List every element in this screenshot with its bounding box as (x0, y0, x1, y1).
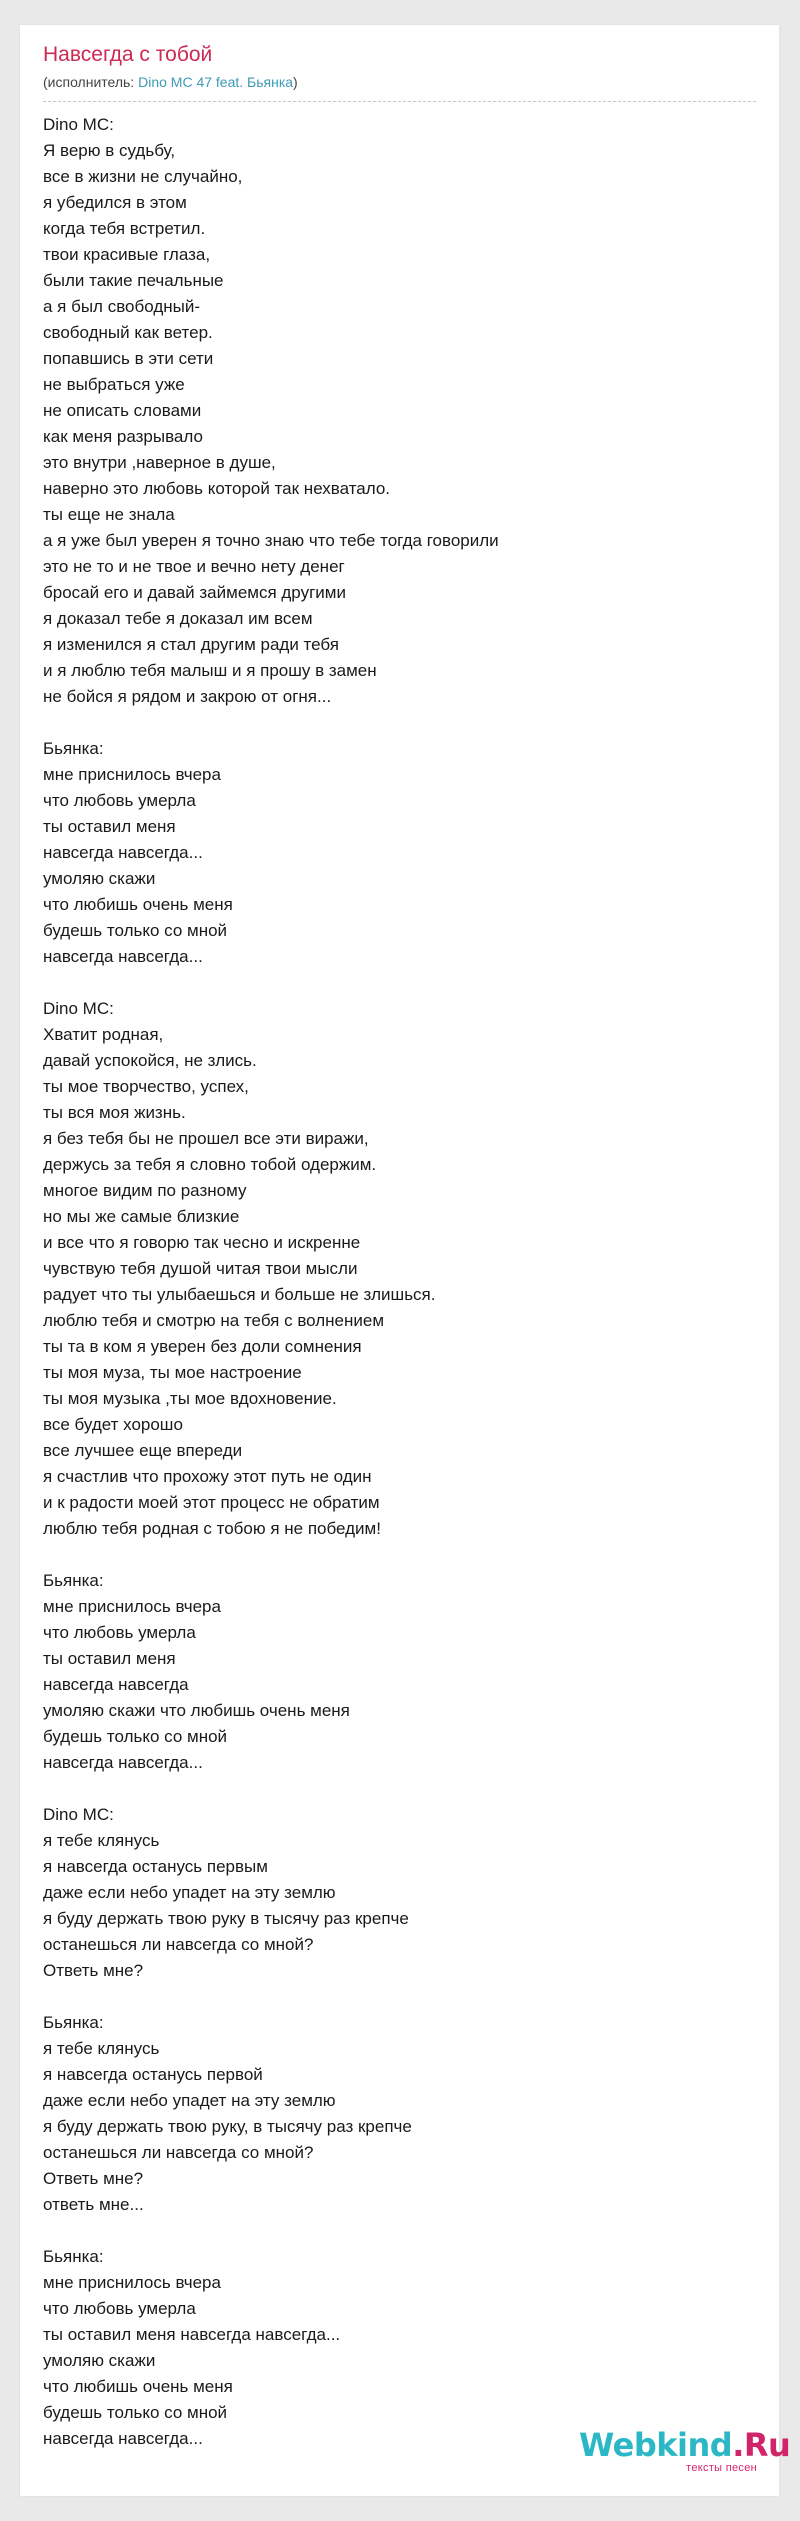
lyric-line: я тебе клянусь (43, 2039, 160, 2058)
stanza-performer-label: Dino MC: (43, 999, 114, 1018)
lyric-line: Я верю в судьбу, (43, 141, 176, 160)
lyric-line: мне приснилось вчера (43, 765, 221, 784)
lyric-line: умоляю скажи (43, 2351, 156, 2370)
lyric-line: и все что я говорю так чесно и искренне (43, 1233, 361, 1252)
stanza-performer-label: Бьянка: (43, 2013, 104, 2032)
lyrics-stanza (43, 1568, 756, 1776)
lyrics-page (20, 25, 791, 2496)
lyric-line: свободный как ветер. (43, 323, 213, 342)
lyrics-stanza (43, 736, 756, 970)
song-header (20, 25, 779, 92)
lyric-line: будешь только со мной (43, 921, 228, 940)
lyric-line: не выбраться уже (43, 375, 185, 394)
lyric-line: что любовь умерла (43, 2299, 196, 2318)
lyrics-stanza (43, 1802, 756, 1984)
lyrics-stanza (43, 996, 756, 1542)
subtitle-suffix: ) (293, 74, 298, 90)
lyric-line: как меня разрывало (43, 427, 203, 446)
artist-link[interactable]: Dino MC 47 feat. Бьянка (138, 74, 294, 90)
lyric-line: ответь мне... (43, 2195, 144, 2214)
lyric-line: и к радости моей этот процесс не обратим (43, 1493, 380, 1512)
lyric-line: ты оставил меня (43, 817, 176, 836)
lyric-line: ты вся моя жизнь. (43, 1103, 186, 1122)
lyric-line: Ответь мне? (43, 1961, 144, 1980)
lyric-line: я убедился в этом (43, 193, 187, 212)
lyric-line: были такие печальные (43, 271, 224, 290)
lyric-line: мне приснилось вчера (43, 2273, 221, 2292)
lyric-line: попавшись в эти сети (43, 349, 214, 368)
stanza-performer-label: Dino MC: (43, 115, 114, 134)
subtitle-prefix: (исполнитель: (43, 74, 139, 90)
lyric-line: я буду держать твою руку в тысячу раз крепче (43, 1909, 409, 1928)
lyric-line: даже если небо упадет на эту землю (43, 2091, 336, 2110)
song-subtitle (43, 72, 756, 92)
lyric-line: я буду держать твою руку, в тысячу раз крепче (43, 2117, 412, 2136)
stanza-performer-label: Бьянка: (43, 1571, 104, 1590)
lyric-line: но мы же самые близкие (43, 1207, 240, 1226)
lyric-line: и я люблю тебя малыш и я прошу в замен (43, 661, 377, 680)
lyric-line: бросай его и давай займемся другими (43, 583, 346, 602)
lyric-line: это не то и не твое и вечно нету денег (43, 557, 345, 576)
lyric-line: будешь только со мной (43, 1727, 228, 1746)
lyric-line: твои красивые глаза, (43, 245, 211, 264)
lyric-line: все лучшее еще впереди (43, 1441, 243, 1460)
lyric-line: а я уже был уверен я точно знаю что тебе тогда говорили (43, 531, 499, 550)
lyric-line: наверно это любовь которой так нехватало. (43, 479, 391, 498)
lyric-line: умоляю скажи что любишь очень меня (43, 1701, 350, 1720)
lyric-line: я навсегда останусь первым (43, 1857, 268, 1876)
lyric-line: люблю тебя родная с тобою я не победим! (43, 1519, 381, 1538)
lyric-line: ты оставил меня (43, 1649, 176, 1668)
lyric-line: я доказал тебе я доказал им всем (43, 609, 313, 628)
stanza-performer-label: Dino MC: (43, 1805, 114, 1824)
lyric-line: многое видим по разному (43, 1181, 247, 1200)
lyric-line: чувствую тебя душой читая твои мысли (43, 1259, 358, 1278)
lyric-line: я счастлив что прохожу этот путь не один (43, 1467, 372, 1486)
lyric-line: не описать словами (43, 401, 202, 420)
lyric-line: это внутри ,наверное в душе, (43, 453, 276, 472)
lyric-line: ты моя муза, ты мое настроение (43, 1363, 302, 1382)
lyrics-body (20, 102, 779, 2452)
lyric-line: навсегда навсегда... (43, 843, 203, 862)
logo-wordmark (579, 2426, 791, 2464)
lyric-line: я изменился я стал другим ради тебя (43, 635, 339, 654)
lyric-line: ты мое творчество, успех, (43, 1077, 249, 1096)
lyric-line: останешься ли навсегда со мной? (43, 2143, 314, 2162)
lyric-line: ты моя музыка ,ты мое вдохновение. (43, 1389, 337, 1408)
song-title: Навсегда с тобой (43, 43, 213, 66)
lyric-line: когда тебя встретил. (43, 219, 206, 238)
site-logo[interactable] (579, 2426, 791, 2474)
lyric-line: навсегда навсегда... (43, 1753, 203, 1772)
lyrics-stanza (43, 2244, 756, 2452)
lyric-line: останешься ли навсегда со мной? (43, 1935, 314, 1954)
lyric-line: а я был свободный- (43, 297, 201, 316)
lyric-line: люблю тебя и смотрю на тебя с волнением (43, 1311, 385, 1330)
lyric-line: что любишь очень меня (43, 895, 233, 914)
lyric-line: навсегда навсегда... (43, 947, 203, 966)
lyric-line: умоляю скажи (43, 869, 156, 888)
lyric-line: навсегда навсегда (43, 1675, 189, 1694)
lyric-line: ты та в ком я уверен без доли сомнения (43, 1337, 362, 1356)
lyric-line: что любовь умерла (43, 791, 196, 810)
lyric-line: мне приснилось вчера (43, 1597, 221, 1616)
logo-ru-text: .Ru (732, 2426, 791, 2464)
lyric-line: даже если небо упадет на эту землю (43, 1883, 336, 1902)
lyric-line: навсегда навсегда... (43, 2429, 203, 2448)
lyric-line: не бойся я рядом и закрою от огня... (43, 687, 332, 706)
stanza-performer-label: Бьянка: (43, 739, 104, 758)
lyric-line: что любовь умерла (43, 1623, 196, 1642)
lyric-line: будешь только со мной (43, 2403, 228, 2422)
lyric-line: ты оставил меня навсегда навсегда... (43, 2325, 341, 2344)
lyric-line: что любишь очень меня (43, 2377, 233, 2396)
lyric-line: я без тебя бы не прошел все эти виражи, (43, 1129, 369, 1148)
lyric-line: держусь за тебя я словно тобой одержим. (43, 1155, 377, 1174)
stanza-performer-label: Бьянка: (43, 2247, 104, 2266)
logo-tagline: тексты песен (686, 2462, 757, 2474)
lyric-line: Хватит родная, (43, 1025, 164, 1044)
lyric-line: Ответь мне? (43, 2169, 144, 2188)
lyrics-stanza (43, 2010, 756, 2218)
lyric-line: я тебе клянусь (43, 1831, 160, 1850)
logo-web-text: Webkind (579, 2426, 733, 2464)
lyric-line: радует что ты улыбаешься и больше не злишься. (43, 1285, 436, 1304)
lyrics-stanza (43, 112, 756, 710)
lyric-line: давай успокойся, не злись. (43, 1051, 257, 1070)
lyric-line: я навсегда останусь первой (43, 2065, 263, 2084)
lyric-line: все будет хорошо (43, 1415, 183, 1434)
lyric-line: ты еще не знала (43, 505, 175, 524)
lyric-line: все в жизни не случайно, (43, 167, 243, 186)
